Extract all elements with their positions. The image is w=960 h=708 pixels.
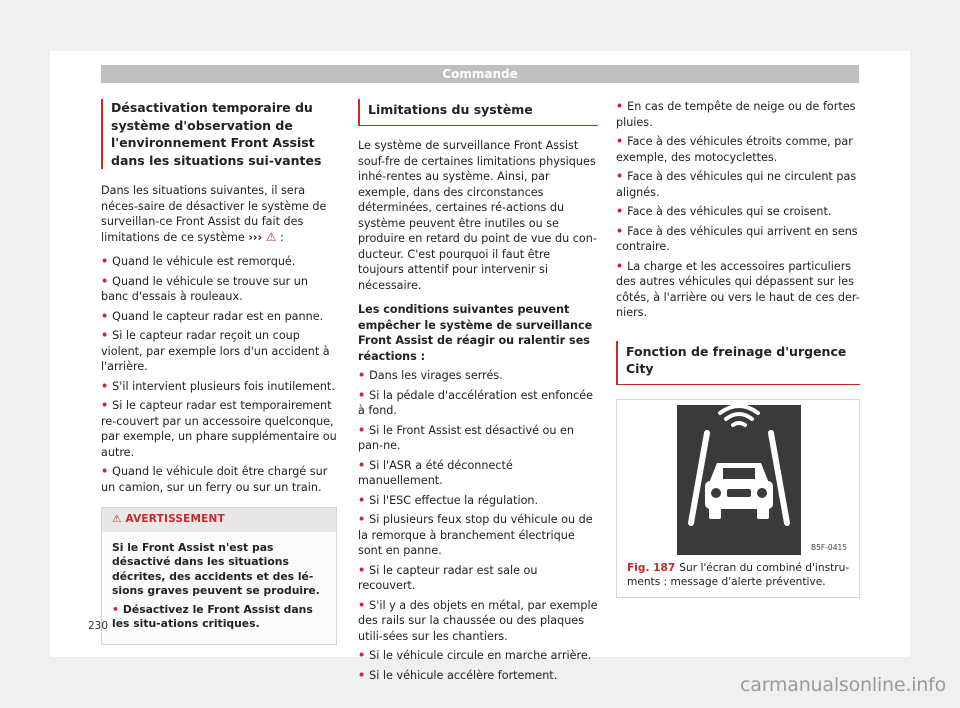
warning-box xyxy=(101,507,337,645)
list-item: • Dans les virages serrés. xyxy=(358,369,503,382)
warning-text: Si le Front Assist n'est pas désactivé dans les situations décrites, des accidents et des lé-sions graves peuvent se produire. xyxy=(112,540,320,597)
figure-code: B5F-0415 xyxy=(810,542,848,552)
bullet-dot: • xyxy=(101,274,109,288)
bullet-dot: • xyxy=(616,100,624,113)
limitations-conditions: Les conditions suivantes peuvent empêcher le système de surveillance Front Assist de réagir ou ralentir ses réactions : xyxy=(358,303,593,363)
collision-warning-car-icon xyxy=(623,405,855,555)
limitations-list-continued xyxy=(616,99,860,321)
section-heading-city-brake: Fonction de freinage d'urgence City xyxy=(616,341,860,385)
bullet-dot: • xyxy=(112,602,119,616)
list-item: • Si l'ASR a été déconnecté manuellement. xyxy=(358,458,513,487)
deactivation-list xyxy=(101,254,337,495)
warning-body xyxy=(102,532,336,644)
bullet-dot: • xyxy=(616,205,624,218)
section-heading-limitations: Limitations du système xyxy=(358,99,598,126)
list-item: • Si le capteur radar est sale ou recouvert. xyxy=(358,563,538,592)
list-item: • Si le capteur radar est temporairement re-couvert par un accessoire quelconque, par exemple, un phare supplémentaire ou autre. xyxy=(101,399,337,459)
list-item: • Face à des véhicules étroits comme, par exemple, des motocyclettes. xyxy=(616,135,853,164)
list-item: • Quand le véhicule est remorqué. xyxy=(101,255,296,268)
bullet-dot: • xyxy=(101,329,109,342)
list-item: • La charge et les accessoires particuliers des autres véhicules qui dépassent sur les côtés, à l'arrière ou vers le haut de ces der-niers. xyxy=(616,259,860,319)
chapter-header: Commande xyxy=(101,65,859,83)
list-item: • Si le véhicule circule en marche arrière. xyxy=(358,649,592,662)
bullet-dot: • xyxy=(358,423,366,437)
column-left xyxy=(101,99,337,645)
page-number: 230 xyxy=(88,620,109,632)
intro-paragraph: Dans les situations suivantes, il sera néces-saire de désactiver le système de surveillan-ce Front Assist du fait des limitations de ce système ››› ⚠ : xyxy=(101,184,327,244)
bullet-dot: • xyxy=(101,255,109,268)
bullet-dot: • xyxy=(101,465,109,478)
bullet-dot: • xyxy=(358,388,366,402)
limitations-list xyxy=(358,368,598,683)
bullet-dot: • xyxy=(358,493,366,507)
section-heading-deactivation: Désactivation temporaire du système d'observation de l'environnement Front Assist dans les situations sui-vantes xyxy=(101,99,337,169)
limitations-intro: Le système de surveillance Front Assist souf-fre de certaines limitations physiques inhé-rentes au système. Ainsi, par exemple, dans des circonstances déterminées, certaines ré-actions du système peuvent être inutiles ou se produire en retard du point de vue du con-ducteur. C'est pourquoi il faut être toujours attentif pour intervenir si nécessaire. xyxy=(358,139,597,292)
warning-bullet: • Désactivez le Front Assist dans les situ-ations critiques. xyxy=(112,602,313,630)
list-item: • Quand le véhicule se trouve sur un banc d'essais à rouleaux. xyxy=(101,274,308,303)
warning-title: ⚠ AVERTISSEMENT xyxy=(102,508,336,532)
list-item: • Si le véhicule accélère fortement. xyxy=(358,668,558,682)
list-item: • Quand le véhicule doit être chargé sur un camion, sur un ferry ou sur un train. xyxy=(101,465,328,494)
warning-triangle-icon: ⚠ xyxy=(265,229,277,244)
bullet-dot: • xyxy=(616,170,624,183)
manual-page xyxy=(50,51,910,682)
list-item: • Quand le capteur radar est en panne. xyxy=(101,309,324,323)
list-item: • S'il y a des objets en métal, par exemple des rails sur la chaussée ou des plaques utili-sées sur les chantiers. xyxy=(358,598,598,643)
bullet-dot: • xyxy=(101,309,109,323)
list-item: • Si le capteur radar reçoit un coup violent, par exemple lors d'un accident à l'arrière. xyxy=(101,329,330,373)
bullet-dot: • xyxy=(358,369,366,382)
list-item: • Face à des véhicules qui se croisent. xyxy=(616,205,832,218)
column-middle xyxy=(358,99,598,687)
watermark[interactable]: carmanualsonline.info xyxy=(740,674,947,696)
bullet-dot: • xyxy=(616,224,624,238)
bullet-dot: • xyxy=(616,259,624,273)
list-item: • Si plusieurs feux stop du véhicule ou de la remorque à branchement électrique sont en panne. xyxy=(358,513,593,557)
list-item: • Face à des véhicules qui arrivent en sens contraire. xyxy=(616,224,858,253)
bullet-dot: • xyxy=(358,563,366,577)
list-item: • Si la pédale d'accélération est enfoncée à fond. xyxy=(358,388,593,417)
figure-caption: Fig. 187 Sur l'écran du combiné d'instru-ments : message d'alerte préventive. xyxy=(627,561,850,588)
bullet-dot: • xyxy=(358,598,366,612)
bullet-dot: • xyxy=(101,399,109,412)
bullet-dot: • xyxy=(358,668,366,682)
column-right xyxy=(616,99,860,598)
list-item: • Face à des véhicules qui ne circulent pas alignés. xyxy=(616,170,857,199)
bullet-dot: • xyxy=(358,513,366,526)
bullet-dot: • xyxy=(616,135,624,148)
list-item: • S'il intervient plusieurs fois inutilement. xyxy=(101,379,335,393)
figure-187 xyxy=(616,399,860,598)
warning-triangle-icon: ⚠ xyxy=(112,513,122,525)
bullet-dot: • xyxy=(101,379,109,393)
see-arrows: ››› xyxy=(248,230,263,244)
list-item: • Si le Front Assist est désactivé ou en pan-ne. xyxy=(358,423,575,452)
list-item: • Si l'ESC effectue la régulation. xyxy=(358,493,539,507)
list-item: • En cas de tempête de neige ou de fortes pluies. xyxy=(616,100,856,129)
bullet-dot: • xyxy=(358,649,366,662)
figure-label: Fig. 187 xyxy=(627,561,676,574)
bullet-dot: • xyxy=(358,458,366,472)
